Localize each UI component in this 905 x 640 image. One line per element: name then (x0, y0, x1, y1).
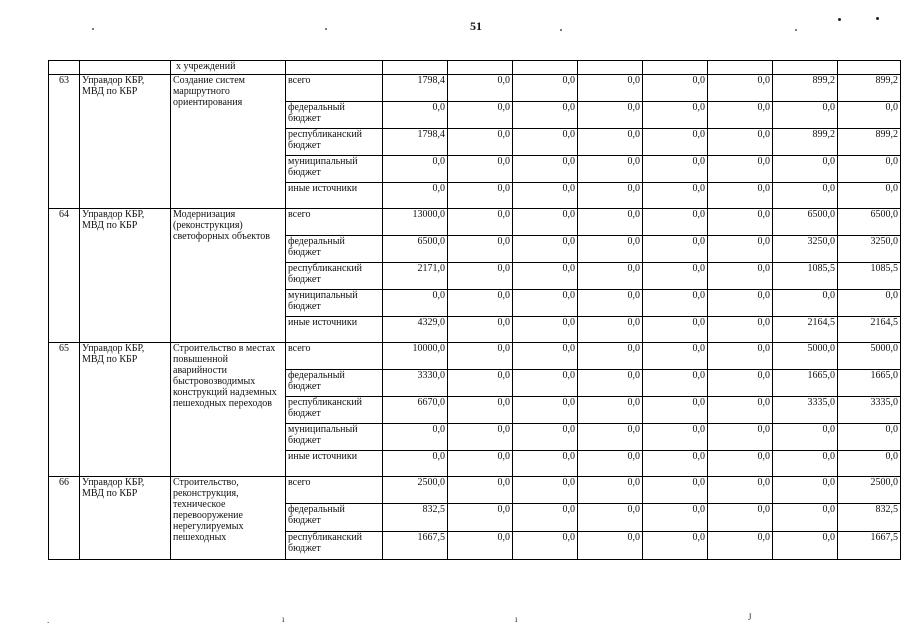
amount-cell: 0,0 (708, 370, 773, 397)
amount-cell: 0,0 (513, 236, 578, 263)
amount-cell: 0,0 (513, 397, 578, 424)
amount-cell: 2164,5 (838, 317, 901, 343)
amount-cell: 0,0 (383, 424, 448, 451)
amount-cell: 0,0 (513, 102, 578, 129)
amount-cell: 0,0 (643, 102, 708, 129)
amount-cell: 1665,0 (773, 370, 838, 397)
amount-cell: 0,0 (513, 156, 578, 183)
amount-cell: 0,0 (578, 209, 643, 236)
amount-cell: 3335,0 (773, 397, 838, 424)
funding-source: иные источники (286, 317, 383, 343)
executor-cell: Управдор КБР, МВД по КБР (80, 477, 171, 560)
funding-source: республиканский бюджет (286, 532, 383, 560)
funding-source: муниципальный бюджет (286, 424, 383, 451)
table-body (49, 61, 901, 560)
scan-speck (325, 28, 327, 30)
amount-cell: 0,0 (578, 317, 643, 343)
amount-cell: 0,0 (513, 317, 578, 343)
amount-cell: 0,0 (773, 477, 838, 504)
continuation-row (49, 61, 901, 75)
amount-cell: 3330,0 (383, 370, 448, 397)
amount-cell: 13000,0 (383, 209, 448, 236)
amount-cell: 0,0 (838, 451, 901, 477)
amount-cell: 0,0 (643, 263, 708, 290)
row-number: 65 (49, 343, 80, 477)
funding-source: федеральный бюджет (286, 370, 383, 397)
scan-speck (795, 29, 797, 31)
continuation-text: х учреждений (171, 61, 286, 75)
amount-cell: 1667,5 (383, 532, 448, 560)
amount-cell: 0,0 (838, 290, 901, 317)
amount-cell: 0,0 (773, 451, 838, 477)
amount-cell: 0,0 (448, 129, 513, 156)
amount-cell: 4329,0 (383, 317, 448, 343)
amount-cell: 0,0 (708, 317, 773, 343)
executor-cell: Управдор КБР, МВД по КБР (80, 75, 171, 209)
amount-cell: 0,0 (643, 370, 708, 397)
page-number: 51 (470, 19, 482, 33)
amount-cell: 0,0 (708, 477, 773, 504)
funding-source: федеральный бюджет (286, 504, 383, 532)
amount-cell: 0,0 (708, 397, 773, 424)
amount-cell: 0,0 (838, 102, 901, 129)
row-number: 66 (49, 477, 80, 560)
amount-cell: 0,0 (448, 532, 513, 560)
amount-cell: 0,0 (578, 477, 643, 504)
amount-cell: 0,0 (578, 424, 643, 451)
amount-cell: 0,0 (448, 343, 513, 370)
amount-cell: 0,0 (578, 183, 643, 209)
amount-cell: 0,0 (513, 504, 578, 532)
amount-cell: 1798,4 (383, 129, 448, 156)
amount-cell: 0,0 (643, 397, 708, 424)
amount-cell: 0,0 (578, 263, 643, 290)
amount-cell: 0,0 (578, 397, 643, 424)
activity-cell: Строительство, реконструкция, техническое перевооружение нерегулируемых пешеходных (171, 477, 286, 560)
scan-speck (838, 18, 841, 21)
executor-cell: Управдор КБР, МВД по КБР (80, 343, 171, 477)
amount-cell: 0,0 (383, 451, 448, 477)
amount-cell: 0,0 (578, 370, 643, 397)
table-row (49, 477, 901, 504)
amount-cell: 0,0 (448, 183, 513, 209)
amount-cell: 0,0 (448, 317, 513, 343)
amount-cell: 0,0 (578, 156, 643, 183)
amount-cell: 3250,0 (838, 236, 901, 263)
budget-table (48, 60, 901, 560)
amount-cell: 0,0 (643, 477, 708, 504)
amount-cell: 0,0 (513, 129, 578, 156)
amount-cell: 0,0 (448, 451, 513, 477)
amount-cell: 0,0 (708, 424, 773, 451)
funding-source: муниципальный бюджет (286, 290, 383, 317)
amount-cell: 0,0 (578, 129, 643, 156)
funding-source: республиканский бюджет (286, 129, 383, 156)
amount-cell: 0,0 (838, 424, 901, 451)
amount-cell: 0,0 (643, 317, 708, 343)
amount-cell: 1667,5 (838, 532, 901, 560)
amount-cell: 0,0 (448, 370, 513, 397)
amount-cell: 0,0 (448, 209, 513, 236)
funding-source: всего (286, 343, 383, 370)
amount-cell: 1085,5 (838, 263, 901, 290)
row-number: 64 (49, 209, 80, 343)
amount-cell: 0,0 (383, 183, 448, 209)
amount-cell: 832,5 (383, 504, 448, 532)
amount-cell: 0,0 (643, 75, 708, 102)
amount-cell: 0,0 (383, 290, 448, 317)
scan-speck (92, 28, 94, 30)
amount-cell: 5000,0 (838, 343, 901, 370)
table-row (49, 75, 901, 102)
amount-cell: 0,0 (773, 183, 838, 209)
amount-cell: 0,0 (708, 102, 773, 129)
table-row (49, 209, 901, 236)
amount-cell: 6500,0 (383, 236, 448, 263)
amount-cell: 0,0 (838, 156, 901, 183)
amount-cell: 0,0 (448, 290, 513, 317)
amount-cell: 0,0 (513, 532, 578, 560)
amount-cell: 0,0 (773, 504, 838, 532)
amount-cell: 0,0 (643, 451, 708, 477)
amount-cell: 0,0 (643, 156, 708, 183)
amount-cell: 2164,5 (773, 317, 838, 343)
amount-cell: 0,0 (708, 290, 773, 317)
amount-cell: 6500,0 (773, 209, 838, 236)
amount-cell: 0,0 (708, 183, 773, 209)
amount-cell: 2500,0 (838, 477, 901, 504)
amount-cell: 0,0 (513, 343, 578, 370)
funding-source: всего (286, 477, 383, 504)
scan-speck (876, 17, 879, 20)
amount-cell: 0,0 (448, 263, 513, 290)
amount-cell: 6670,0 (383, 397, 448, 424)
amount-cell: 899,2 (838, 75, 901, 102)
amount-cell: 0,0 (773, 532, 838, 560)
funding-source: федеральный бюджет (286, 236, 383, 263)
funding-source: федеральный бюджет (286, 102, 383, 129)
amount-cell: 0,0 (448, 397, 513, 424)
amount-cell: 0,0 (708, 236, 773, 263)
amount-cell: 0,0 (578, 102, 643, 129)
amount-cell: 2500,0 (383, 477, 448, 504)
amount-cell: 0,0 (383, 156, 448, 183)
amount-cell: 0,0 (708, 156, 773, 183)
funding-source: муниципальный бюджет (286, 156, 383, 183)
amount-cell: 0,0 (513, 451, 578, 477)
amount-cell: 0,0 (643, 129, 708, 156)
amount-cell: 0,0 (773, 156, 838, 183)
activity-cell: Модернизация (реконструкция) светофорных объектов (171, 209, 286, 343)
funding-source: иные источники (286, 183, 383, 209)
amount-cell: 5000,0 (773, 343, 838, 370)
amount-cell: 0,0 (448, 102, 513, 129)
executor-cell: Управдор КБР, МВД по КБР (80, 209, 171, 343)
amount-cell: 0,0 (708, 451, 773, 477)
amount-cell: 0,0 (578, 75, 643, 102)
amount-cell: 0,0 (448, 156, 513, 183)
amount-cell: 0,0 (513, 424, 578, 451)
amount-cell: 0,0 (643, 236, 708, 263)
amount-cell: 1798,4 (383, 75, 448, 102)
funding-source: всего (286, 209, 383, 236)
funding-source: республиканский бюджет (286, 263, 383, 290)
amount-cell: 0,0 (448, 424, 513, 451)
amount-cell: 0,0 (643, 343, 708, 370)
amount-cell: 0,0 (578, 504, 643, 532)
amount-cell: 2171,0 (383, 263, 448, 290)
amount-cell: 0,0 (643, 532, 708, 560)
scan-speck (560, 29, 562, 31)
amount-cell: 0,0 (578, 343, 643, 370)
amount-cell: 0,0 (708, 209, 773, 236)
amount-cell: 1085,5 (773, 263, 838, 290)
amount-cell: 0,0 (513, 290, 578, 317)
amount-cell: 0,0 (643, 504, 708, 532)
amount-cell: 0,0 (773, 424, 838, 451)
amount-cell: 0,0 (513, 75, 578, 102)
amount-cell: 0,0 (513, 183, 578, 209)
amount-cell: 0,0 (708, 343, 773, 370)
amount-cell: 899,2 (838, 129, 901, 156)
amount-cell: 0,0 (448, 236, 513, 263)
amount-cell: 0,0 (773, 290, 838, 317)
amount-cell: 0,0 (513, 263, 578, 290)
amount-cell: 899,2 (773, 75, 838, 102)
amount-cell: 0,0 (838, 183, 901, 209)
amount-cell: 0,0 (383, 102, 448, 129)
amount-cell: 899,2 (773, 129, 838, 156)
activity-cell: Строительство в местах повышенной аварийности быстровозводимых конструкций надземных пешеходных переходов (171, 343, 286, 477)
amount-cell: 0,0 (578, 236, 643, 263)
funding-source: республиканский бюджет (286, 397, 383, 424)
table-row (49, 343, 901, 370)
amount-cell: 0,0 (708, 129, 773, 156)
amount-cell: 0,0 (578, 451, 643, 477)
amount-cell: 832,5 (838, 504, 901, 532)
amount-cell: 0,0 (513, 209, 578, 236)
amount-cell: 0,0 (643, 424, 708, 451)
amount-cell: 1665,0 (838, 370, 901, 397)
amount-cell: 0,0 (643, 290, 708, 317)
amount-cell: 0,0 (448, 75, 513, 102)
amount-cell: 0,0 (578, 532, 643, 560)
funding-source: иные источники (286, 451, 383, 477)
amount-cell: 0,0 (513, 370, 578, 397)
amount-cell: 10000,0 (383, 343, 448, 370)
amount-cell: 0,0 (708, 532, 773, 560)
amount-cell: 3250,0 (773, 236, 838, 263)
activity-cell: Создание систем маршрутного ориентирования (171, 75, 286, 209)
amount-cell: 0,0 (643, 209, 708, 236)
amount-cell: 0,0 (448, 477, 513, 504)
amount-cell: 0,0 (578, 290, 643, 317)
amount-cell: 0,0 (708, 504, 773, 532)
amount-cell: 0,0 (448, 504, 513, 532)
funding-source: всего (286, 75, 383, 102)
amount-cell: 0,0 (773, 102, 838, 129)
amount-cell: 6500,0 (838, 209, 901, 236)
amount-cell: 3335,0 (838, 397, 901, 424)
amount-cell: 0,0 (708, 75, 773, 102)
row-number: 63 (49, 75, 80, 209)
amount-cell: 0,0 (513, 477, 578, 504)
amount-cell: 0,0 (708, 263, 773, 290)
amount-cell: 0,0 (643, 183, 708, 209)
